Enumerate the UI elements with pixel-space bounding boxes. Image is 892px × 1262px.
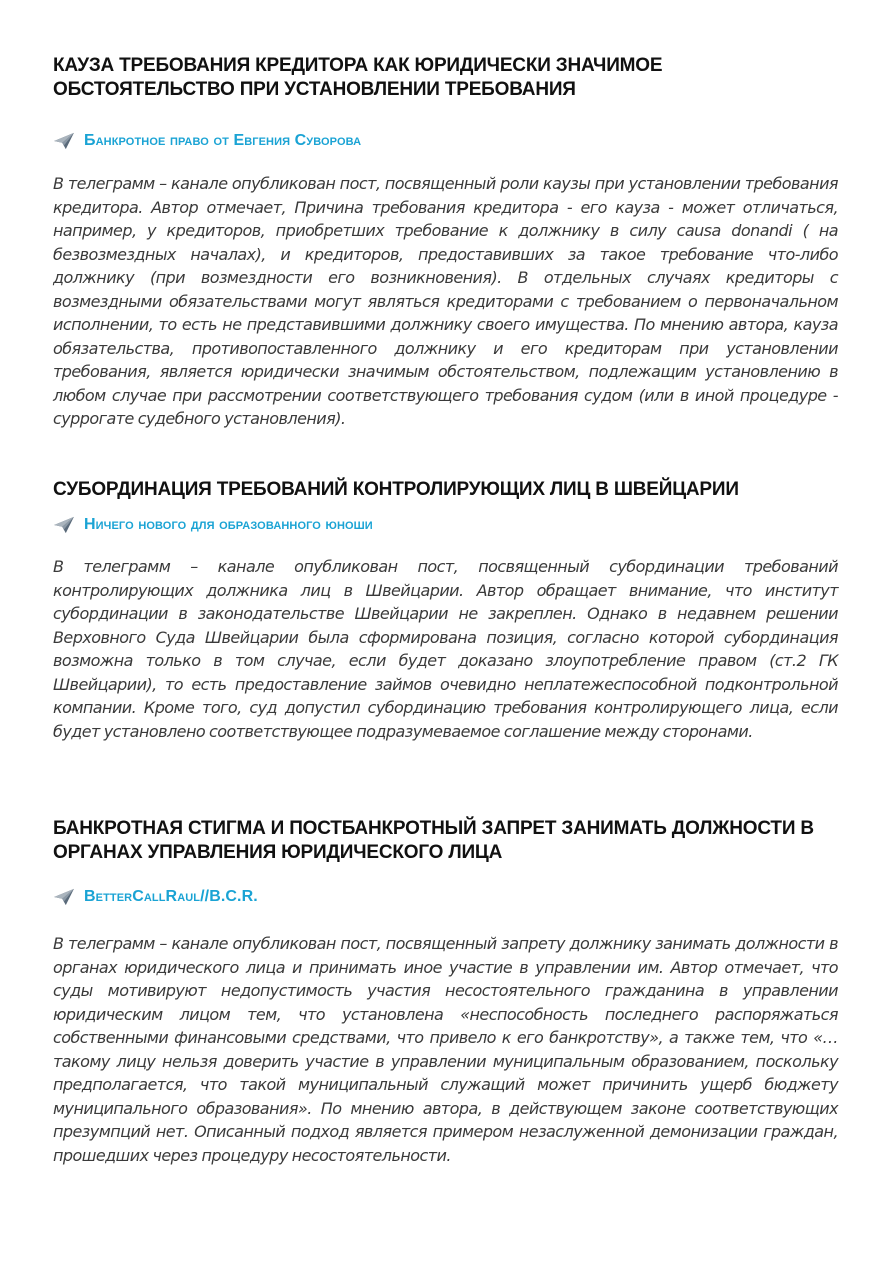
- article-3-title: БАНКРОТНАЯ СТИГМА И ПОСТБАНКРОТНЫЙ ЗАПРЕТ ЗАНИМАТЬ ДОЛЖНОСТИ В ОРГАНАХ УПРАВЛЕНИЯ ЮРИДИЧЕСКОГО ЛИЦА: [53, 818, 814, 863]
- telegram-plane-icon: [53, 132, 75, 150]
- telegram-plane-icon: [53, 516, 75, 534]
- article-2-title: СУБОРДИНАЦИЯ ТРЕБОВАНИЙ КОНТРОЛИРУЮЩИХ ЛИЦ В ШВЕЙЦАРИИ: [53, 479, 739, 500]
- article-1-title: КАУЗА ТРЕБОВАНИЯ КРЕДИТОРА КАК ЮРИДИЧЕСКИ ЗНАЧИМОЕ ОБСТОЯТЕЛЬСТВО ПРИ УСТАНОВЛЕНИИ ТРЕБОВАНИЯ: [53, 55, 663, 100]
- article-1-source[interactable]: [53, 132, 838, 150]
- article-1-body: В телеграмм – канале опубликован пост, посвященный роли каузы при установлении требования кредитора. Автор отмечает, Причина требования кредитора - его кауза - может отличаться, например, у кредиторов, приобретших требование к должнику в силу causa donandi ( на безвозмездных началах), и кредиторов, предоставивших за такое требование что-либо должнику (при возмездности его возникновения). В отдельных случаях кредиторы с возмездными обязательствами могут являться кредиторами с требованием о первоначальном исполнении, то есть не представившими должнику своего имущества. По мнению автора, кауза обязательства, противопоставленного должнику и его кредиторам при установлении требования, является юридически значимым обстоятельством, подлежащим установлению в любом случае при рассмотрении соответствующего требования судом (или в иной процедуре - суррогате судебного установления).: [53, 174, 838, 428]
- article-2-source-link[interactable]: Ничего нового для образованного юноши: [84, 516, 373, 533]
- article-2-source[interactable]: [53, 516, 838, 534]
- article-2-body: В телеграмм – канале опубликован пост, посвященный субординации требований контролирующих должника лиц в Швейцарии. Автор обращает внимание, что институт субординации в законодательстве Швейцарии не закреплен. Однако в недавнем решении Верховного Суда Швейцарии была сформирована позиция, согласно которой субординация возможна только в том случае, если будет доказано злоупотребление правом (ст.2 ГК Швейцарии), то есть предоставление займов очевидно неплатежеспособной подконтрольной компании. Кроме того, суд допустил субординацию требования контролирующего лица, если будет установлено соответствующее подразумеваемое соглашение между сторонами.: [53, 557, 838, 741]
- telegram-plane-icon: [53, 888, 75, 906]
- article-3: [53, 817, 838, 1167]
- article-3-source[interactable]: [53, 888, 838, 906]
- article-1-source-link[interactable]: Банкротное право от Евгения Суворова: [84, 132, 362, 149]
- article-1: [53, 54, 838, 431]
- article-3-body: В телеграмм – канале опубликован пост, посвященный запрету должнику занимать должности в органах юридического лица и принимать иное участие в управлении им. Автор отмечает, что суды мотивируют недопустимость участия несостоятельного гражданина в управлении юридическим лицом тем, что установлена «неспособность последнего распоряжаться собственными финансовыми средствами, что привело к его банкротству», а также тем, что «…такому лицу нельзя доверить участие в управлении муниципальным образованием, поскольку предполагается, что такой муниципальный служащий может причинить ущерб бюджету муниципального образования». По мнению автора, в действующем законе соответствующих презумпций нет. Описанный подход является примером незаслуженной демонизации граждан, прошедших через процедуру несостоятельности.: [53, 934, 838, 1165]
- article-3-source-link[interactable]: BetterCallRaul//B.C.R.: [84, 888, 258, 905]
- article-2: [53, 478, 838, 743]
